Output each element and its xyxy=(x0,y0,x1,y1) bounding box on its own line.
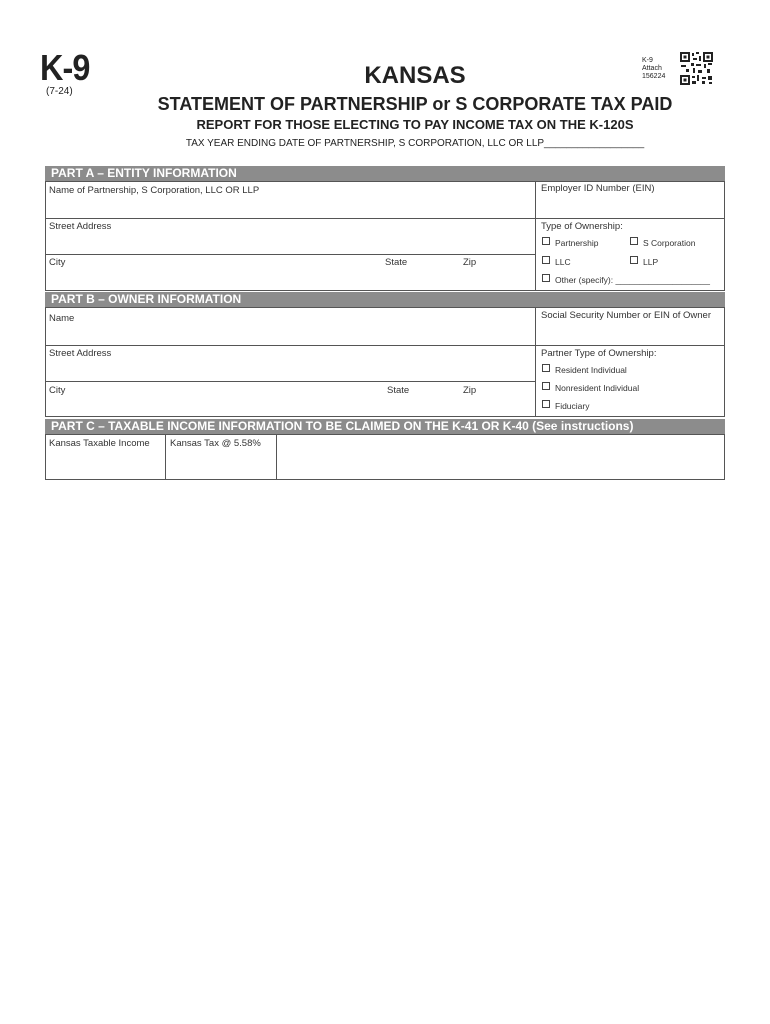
other-ownership-field[interactable]: Other (specify): ____________________ xyxy=(555,275,711,285)
other-ownership-checkbox[interactable] xyxy=(542,274,550,282)
part-b-box xyxy=(45,307,725,417)
s-corporation-checkbox[interactable] xyxy=(630,237,638,245)
nonresident-individual-label: Nonresident Individual xyxy=(555,383,640,393)
ein-field[interactable]: Employer ID Number (EIN) xyxy=(541,183,655,194)
fiduciary-checkbox[interactable] xyxy=(542,400,550,408)
part-b-divider xyxy=(535,307,536,417)
form-title: STATEMENT OF PARTNERSHIP or S CORPORATE TAX PAID xyxy=(157,94,673,114)
form-number: K-9 xyxy=(40,47,90,88)
part-c-divider-1 xyxy=(165,434,166,480)
kansas-tax-field[interactable]: Kansas Tax @ 5.58% xyxy=(170,438,261,449)
entity-zip-field[interactable]: Zip xyxy=(463,257,477,268)
s-corporation-label: S Corporation xyxy=(643,238,696,248)
part-b-rule-1 xyxy=(45,345,725,346)
tax-year-line[interactable]: TAX YEAR ENDING DATE OF PARTNERSHIP, S CORPORATION, LLC OR LLP__________________ xyxy=(185,138,645,149)
llp-label: LLP xyxy=(643,257,659,267)
owner-state-field[interactable]: State xyxy=(387,385,410,396)
llc-checkbox[interactable] xyxy=(542,256,550,264)
llp-checkbox[interactable] xyxy=(630,256,638,264)
owner-ssn-field[interactable]: Social Security Number or EIN of Owner xyxy=(541,310,712,321)
entity-city-field[interactable]: City xyxy=(49,257,66,268)
part-a-heading: PART A – ENTITY INFORMATION xyxy=(45,166,725,181)
entity-state-field[interactable]: State xyxy=(385,257,408,268)
state-name: KANSAS xyxy=(364,62,466,89)
qr-code-icon xyxy=(680,52,713,85)
resident-individual-checkbox[interactable] xyxy=(542,364,550,372)
llc-label: LLC xyxy=(555,257,571,267)
part-c-heading: PART C – TAXABLE INCOME INFORMATION TO BE CLAIMED ON THE K-41 OR K-40 (See instructions) xyxy=(45,419,725,434)
form-revision: (7-24) xyxy=(46,86,73,97)
fiduciary-label: Fiduciary xyxy=(555,401,590,411)
owner-zip-field[interactable]: Zip xyxy=(463,385,477,396)
form-subtitle: REPORT FOR THOSE ELECTING TO PAY INCOME TAX ON THE K-120S xyxy=(196,117,634,132)
owner-street-field[interactable]: Street Address xyxy=(49,348,112,359)
part-c-divider-2 xyxy=(276,434,277,480)
part-b-heading: PART B – OWNER INFORMATION xyxy=(45,292,725,307)
nonresident-individual-checkbox[interactable] xyxy=(542,382,550,390)
partnership-label: Partnership xyxy=(555,238,599,248)
attachment-info: K-9 Attach 156224 xyxy=(642,57,666,80)
owner-name-field[interactable]: Name xyxy=(49,313,75,324)
entity-street-field[interactable]: Street Address xyxy=(49,221,112,232)
partner-type-label: Partner Type of Ownership: xyxy=(541,348,657,359)
resident-individual-label: Resident Individual xyxy=(555,365,627,375)
owner-city-field[interactable]: City xyxy=(49,385,66,396)
ownership-type-label: Type of Ownership: xyxy=(541,221,623,232)
partnership-checkbox[interactable] xyxy=(542,237,550,245)
entity-name-field[interactable]: Name of Partnership, S Corporation, LLC OR LLP xyxy=(49,185,260,196)
part-a-rule-1 xyxy=(45,218,725,219)
kansas-taxable-income-field[interactable]: Kansas Taxable Income xyxy=(49,438,150,449)
part-b-rule-2 xyxy=(45,381,535,382)
part-a-divider xyxy=(535,181,536,291)
part-a-rule-2 xyxy=(45,254,535,255)
